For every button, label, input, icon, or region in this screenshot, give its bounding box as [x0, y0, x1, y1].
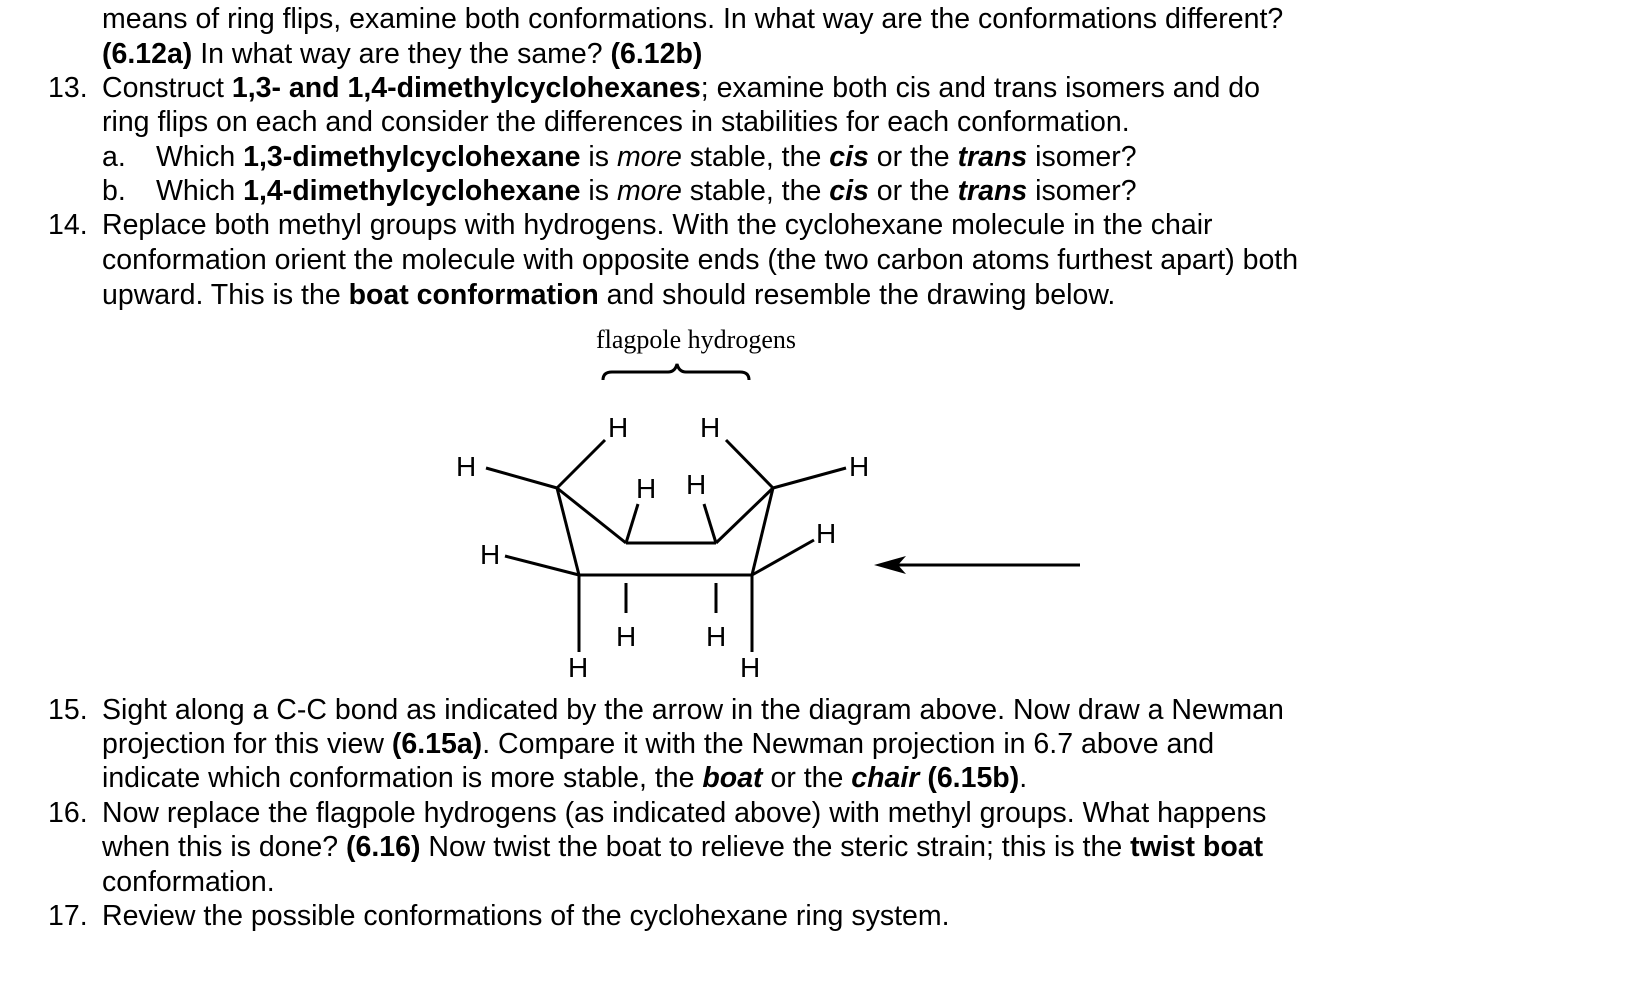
h-down-left: H [568, 652, 589, 683]
bond-right-back-front [752, 488, 773, 575]
item-15-line-2: projection for this view (6.15a). Compare it with the Newman projection in 6.7 above and [102, 728, 1215, 760]
item-15-number: 15. [48, 694, 88, 726]
item-14-number: 14. [48, 209, 88, 241]
boat-bonds [486, 440, 1080, 652]
item-16-number: 16. [48, 797, 88, 829]
intro-line-1: means of ring flips, examine both conformations. In what way are the conformations different? [102, 3, 1284, 35]
item-13-number: 13. [48, 72, 88, 104]
bond-h-upper-left [486, 468, 557, 488]
h-lower-right: H [816, 518, 837, 549]
h-lower-left: H [480, 539, 501, 570]
bond-flagpole-right [726, 440, 773, 488]
bond-right-back-inner [716, 488, 773, 543]
flagpole-label: flagpole hydrogens [596, 325, 797, 354]
item-13b-text: Which 1,4-dimethylcyclohexane is more stable, the cis or the trans isomer? [156, 175, 1137, 207]
item-15-line-1: Sight along a C-C bond as indicated by the arrow in the diagram above. Now draw a Newman [102, 694, 1284, 726]
item-13a-label: a. [102, 141, 126, 173]
bond-flagpole-left [557, 440, 605, 488]
intro-line-2: (6.12a) In what way are they the same? (6.12b) [102, 38, 703, 70]
item-17-line-1: Review the possible conformations of the cyclohexane ring system. [102, 900, 950, 932]
h-inner-up-right: H [686, 469, 707, 500]
h-inner-down-right: H [706, 621, 727, 652]
item-13-line-2: ring flips on each and consider the differences in stabilities for each conformation. [102, 106, 1130, 138]
bond-h-upper-right [773, 468, 846, 488]
flagpole-brace [603, 364, 749, 380]
item-13-line-1: Construct 1,3- and 1,4-dimethylcyclohexanes; examine both cis and trans isomers and do [102, 72, 1260, 104]
bond-h-lower-left [505, 556, 579, 575]
item-16-line-3: conformation. [102, 866, 275, 898]
h-inner-up-left: H [636, 473, 657, 504]
item-16-line-2: when this is done? (6.16) Now twist the boat to relieve the steric strain; this is the twist boat [102, 831, 1264, 863]
item-17-number: 17. [48, 900, 88, 932]
item-16-line-1: Now replace the flagpole hydrogens (as indicated above) with methyl groups. What happens [102, 797, 1267, 829]
item-14-line-1: Replace both methyl groups with hydrogens. With the cyclohexane molecule in the chair [102, 209, 1213, 241]
h-down-right: H [740, 652, 761, 683]
h-upper-right: H [849, 451, 870, 482]
bond-inner-up-right [704, 504, 716, 543]
item-15-line-3: indicate which conformation is more stable, the boat or the chair (6.15b). [102, 762, 1028, 794]
item-13a-text: Which 1,3-dimethylcyclohexane is more stable, the cis or the trans isomer? [156, 141, 1137, 173]
bond-inner-up-left [626, 504, 638, 543]
item-13b-label: b. [102, 175, 126, 207]
item-14-line-3: upward. This is the boat conformation and should resemble the drawing below. [102, 279, 1116, 311]
h-inner-down-left: H [616, 621, 637, 652]
bond-h-lower-right [752, 540, 814, 575]
h-flagpole-left: H [608, 412, 629, 443]
h-upper-left: H [456, 451, 477, 482]
h-flagpole-right: H [700, 412, 721, 443]
item-14-line-2: conformation orient the molecule with opposite ends (the two carbon atoms furthest apart) both [102, 244, 1299, 276]
